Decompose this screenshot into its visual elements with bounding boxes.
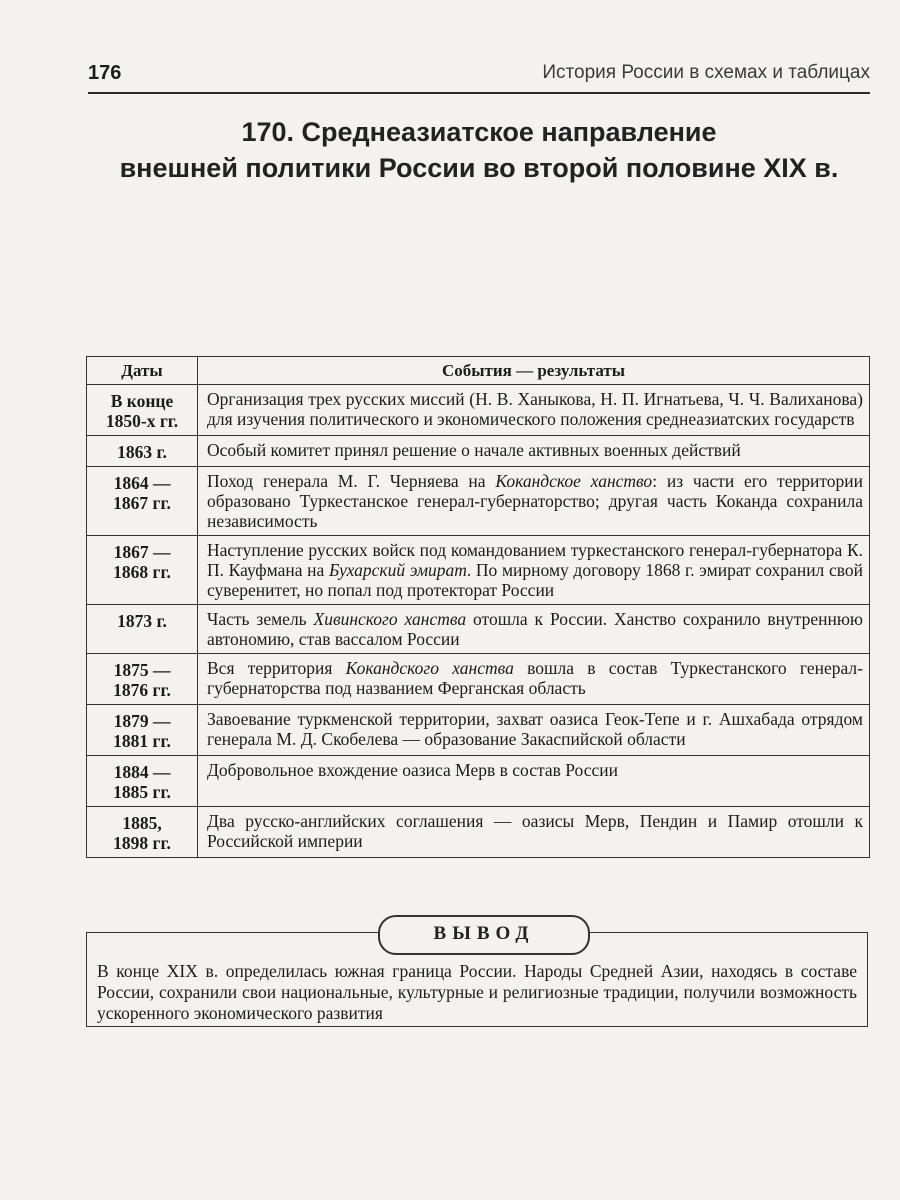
event-text: вошла в состав Туркестанского генерал-губернаторства под названием Ферганская область [207, 658, 863, 698]
page-title-line-2: внешней политики России во второй половине XIX в. [119, 153, 839, 183]
event-cell [198, 385, 870, 436]
table-row [87, 756, 870, 807]
event-text: отошла к России. Ханство сохранило внутреннюю автономию, став вассалом России [207, 609, 863, 649]
date-cell [87, 756, 198, 807]
date-text: 1867 — [113, 542, 171, 562]
date-text: 1868 гг. [113, 562, 171, 582]
page-title [88, 114, 870, 186]
table-row [87, 605, 870, 654]
events-table-body [87, 385, 870, 858]
event-text: Завоевание туркменской территории, захват оазиса Геок-Тепе и г. Ашхабада отрядом генерала М. Д. Скобелева — образование Закаспийской области [207, 709, 863, 749]
date-cell [87, 605, 198, 654]
conclusion-text: В конце XIX в. определилась южная граница России. Народы Средней Азии, находясь в составе России, сохранили свои национальные, культурные и религиозные традиции, получили возможность ускоренного экономического развития [97, 961, 857, 1023]
column-header-dates: Даты [87, 357, 198, 385]
event-cell [198, 467, 870, 536]
page-title-line-1: 170. Среднеазиатское направление [241, 117, 717, 147]
date-text: 1867 гг. [113, 493, 171, 513]
date-text: 1898 гг. [113, 833, 171, 853]
event-text: . По мирному договору 1868 г. эмират сохранил свой суверенитет, но попал под протекторат России [207, 560, 863, 600]
event-cell [198, 705, 870, 756]
event-text: Особый комитет принял решение о начале активных военных действий [207, 440, 741, 460]
column-header-events: События — результаты [198, 357, 870, 385]
date-text: 1885 гг. [113, 782, 171, 802]
date-text: 1885, [122, 813, 162, 833]
event-text: Наступление русских войск под командованием туркестанского генерал-губернатора К. П. Кауфмана на [207, 540, 863, 580]
event-cell [198, 756, 870, 807]
conclusion-label: ВЫВОД [378, 915, 590, 955]
page-number: 176 [88, 62, 122, 84]
event-text: Два русско-английских соглашения — оазисы Мерв, Пендин и Памир отошли к Российской империи [207, 811, 863, 851]
date-cell [87, 536, 198, 605]
event-cell [198, 436, 870, 467]
date-text: 1879 — [113, 711, 171, 731]
date-cell [87, 467, 198, 536]
running-title: История России в схемах и таблицах [542, 62, 870, 83]
table-row [87, 807, 870, 858]
table-row [87, 436, 870, 467]
date-text: 1881 гг. [113, 731, 171, 751]
table-row [87, 385, 870, 436]
event-cell [198, 654, 870, 705]
date-text: 1864 — [113, 473, 171, 493]
date-text: 1875 — [113, 660, 171, 680]
date-text: 1850-х гг. [105, 411, 179, 431]
date-cell [87, 807, 198, 858]
event-text: : из части его территории образовано Туркестанское генерал-губернаторство; другая часть Коканда сохранила независимость [207, 471, 863, 531]
date-cell [87, 705, 198, 756]
event-text: Часть земель [207, 609, 314, 629]
table-row [87, 705, 870, 756]
table-header-row [87, 357, 870, 385]
date-cell [87, 654, 198, 705]
date-cell [87, 436, 198, 467]
events-table [86, 356, 870, 858]
page-header [88, 62, 870, 94]
table-row [87, 536, 870, 605]
event-text: Поход генерала М. Г. Черняева на [207, 471, 496, 491]
date-text: 1876 гг. [113, 680, 171, 700]
event-cell [198, 605, 870, 654]
event-text-italic: Хивинского ханства [313, 609, 467, 629]
date-cell [87, 385, 198, 436]
event-text: Организация трех русских миссий (Н. В. Ханыкова, Н. П. Игнатьева, Ч. Ч. Валиханова) для изучения политического и экономического положения среднеазиатских государств [207, 389, 863, 429]
table-row [87, 654, 870, 705]
event-text-italic: Бухарский эмират [328, 560, 467, 580]
event-text-italic: Кокандского ханства [345, 658, 514, 678]
event-cell [198, 536, 870, 605]
date-text: 1884 — [113, 762, 171, 782]
date-text: В конце [110, 391, 174, 411]
date-text: 1863 г. [117, 442, 167, 462]
event-text: Вся территория [207, 658, 346, 678]
date-text: 1873 г. [117, 611, 167, 631]
event-text: Добровольное вхождение оазиса Мерв в состав России [207, 760, 619, 780]
table-row [87, 467, 870, 536]
event-text-italic: Кокандское ханство [495, 471, 653, 491]
event-cell [198, 807, 870, 858]
